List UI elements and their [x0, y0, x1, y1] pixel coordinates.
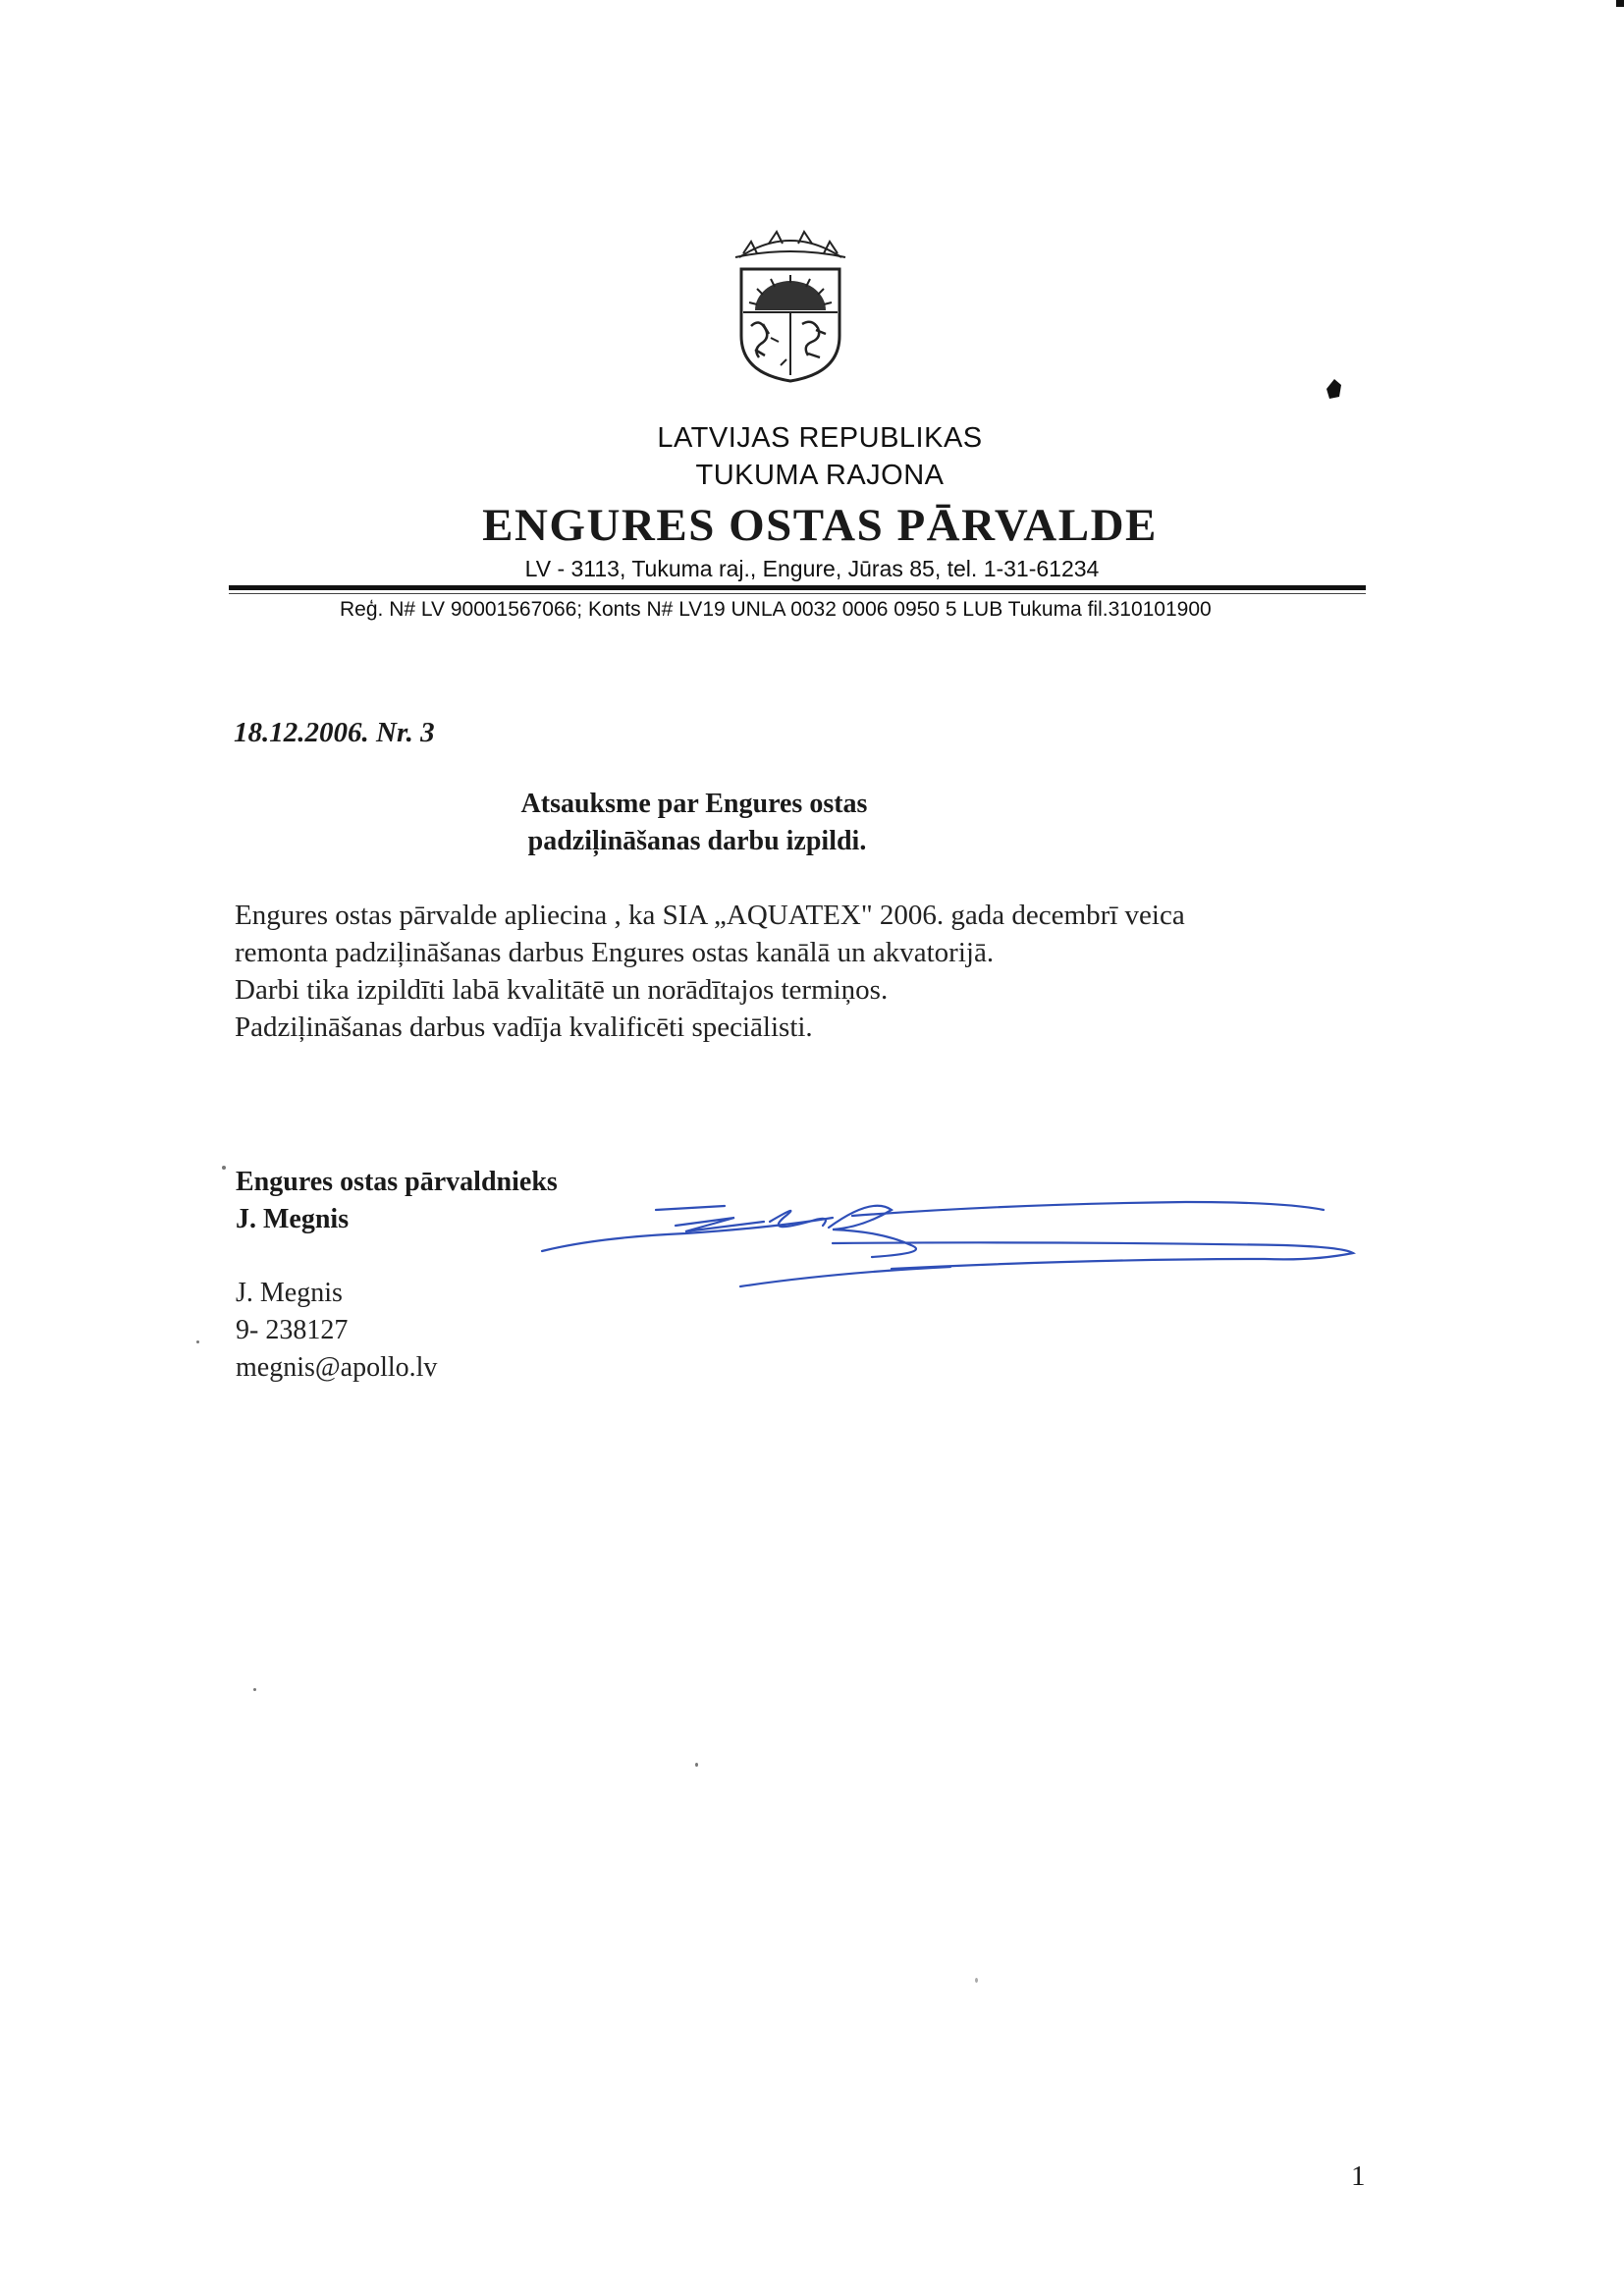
letterhead-rule-thin	[229, 593, 1366, 594]
contact-name: J. Megnis	[236, 1278, 343, 1308]
coat-of-arms-emblem	[722, 228, 859, 385]
scan-speck	[222, 1166, 226, 1170]
subject-line-2: padziļināšanas darbu izpildi.	[527, 826, 867, 856]
body-line-1: Engures ostas pārvalde apliecina , ka SIA „AQUATEX" 2006. gada decembrī veica	[235, 900, 1185, 931]
contact-email: megnis@apollo.lv	[236, 1352, 438, 1383]
letterhead-organization: ENGURES OSTAS PĀRVALDE	[482, 500, 1158, 551]
contact-phone: 9- 238127	[236, 1315, 349, 1345]
signatory-title: Engures ostas pārvaldnieks	[236, 1167, 558, 1197]
signatory-name: J. Megnis	[236, 1204, 350, 1234]
scan-speck	[253, 1688, 256, 1691]
scan-speck	[196, 1340, 199, 1343]
letterhead-rule	[229, 585, 1366, 590]
edge-mark	[1616, 0, 1624, 7]
subject-line-1: Atsauksme par Engures ostas	[520, 789, 868, 819]
ink-spot-mark	[1324, 377, 1345, 401]
body-line-2: remonta padziļināšanas darbus Engures ostas kanālā un akvatorijā.	[235, 937, 995, 968]
body-line-4: Padziļināšanas darbus vadīja kvalificēti speciālisti.	[235, 1011, 813, 1043]
body-line-3: Darbi tika izpildīti labā kvalitātē un norādītajos termiņos.	[235, 974, 889, 1006]
letterhead-district: TUKUMA RAJONA	[695, 460, 945, 491]
letterhead-registration: Reģ. N# LV 90001567066; Konts N# LV19 UNLA 0032 0006 0950 5 LUB Tukuma fil.310101900	[340, 598, 1212, 621]
scan-speck	[695, 1763, 698, 1767]
letterhead-address: LV - 3113, Tukuma raj., Engure, Jūras 85, tel. 1-31-61234	[524, 556, 1100, 581]
handwritten-signature	[538, 1188, 1373, 1296]
page-number: 1	[1351, 2160, 1366, 2192]
letterhead-country: LATVIJAS REPUBLIKAS	[657, 422, 983, 454]
document-date-number: 18.12.2006. Nr. 3	[234, 717, 435, 748]
scan-speck	[975, 1978, 978, 1983]
